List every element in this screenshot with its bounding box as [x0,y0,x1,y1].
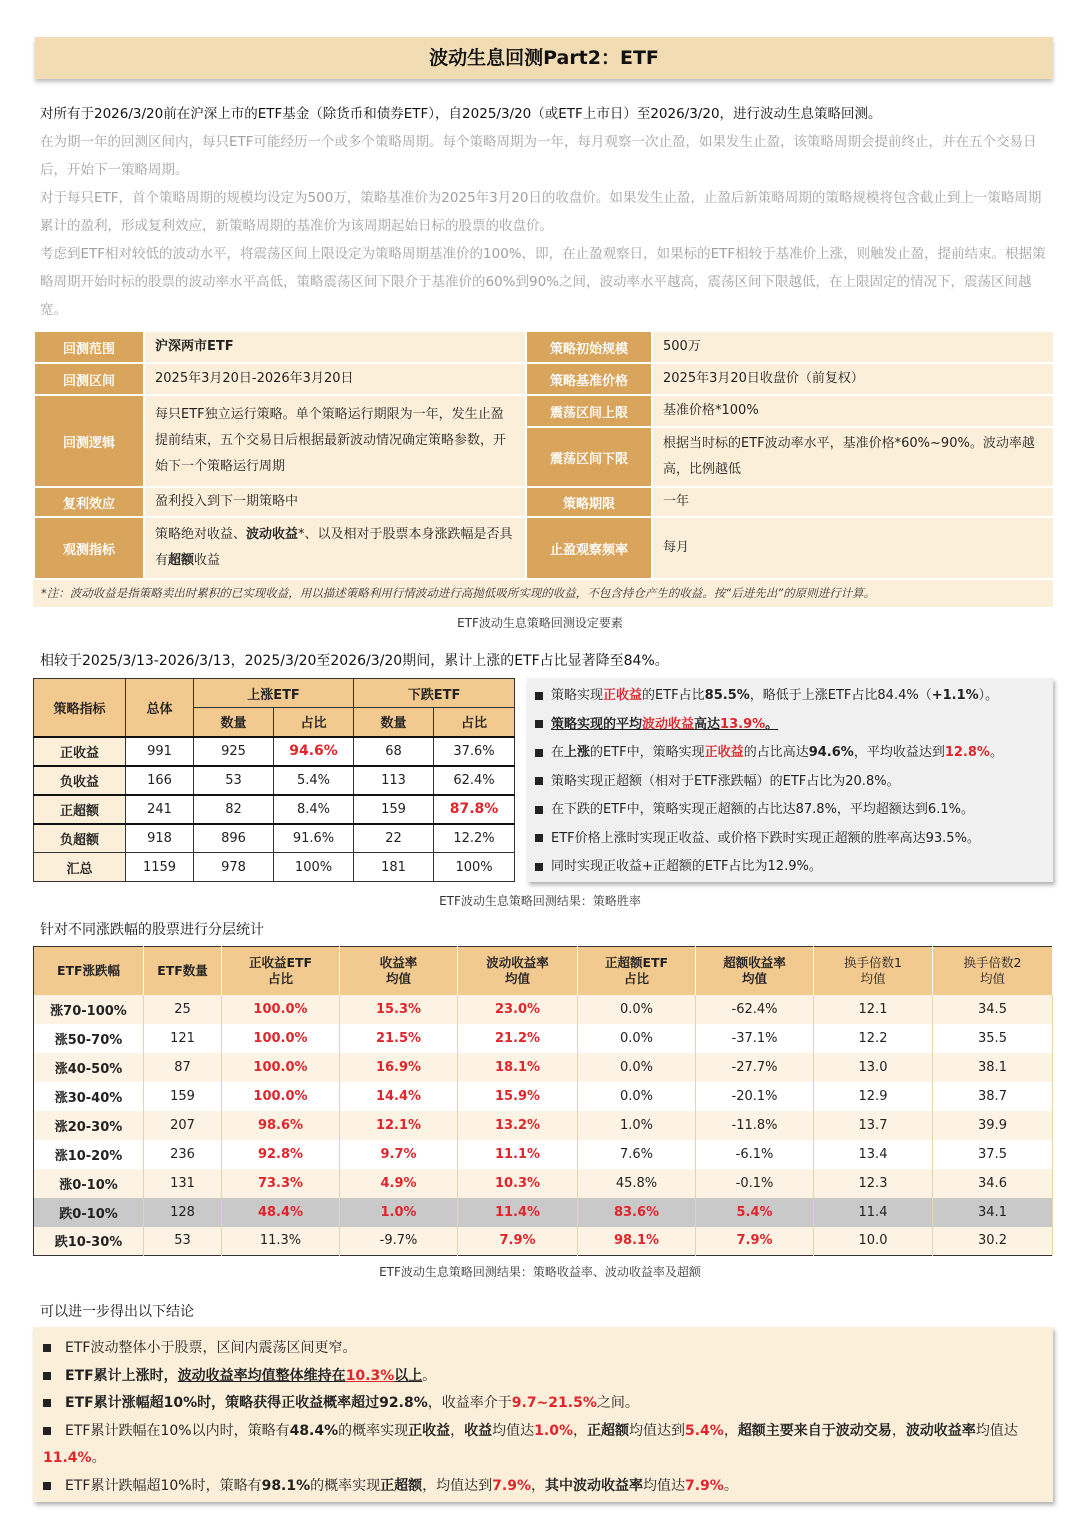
cell: 241 [126,795,194,824]
settings-key: 策略基准价格 [526,363,652,395]
cell: 53 [144,1227,222,1256]
row-label: 正超额 [34,795,126,824]
cell: 15.9% [458,1082,578,1111]
cell: 100.0% [222,1082,340,1111]
cell: 10.3% [458,1169,578,1198]
table-row [34,995,1053,1024]
bullet-item: 策略实现正超额（相对于ETF涨跌幅）的ETF占比为20.8%。 [535,768,1045,797]
settings-value: 盈利投入到下一期策略中 [144,487,526,517]
cell: 34.5 [933,995,1053,1024]
settings-value: 500万 [652,331,1054,363]
cell: 100.0% [222,1053,340,1082]
cell: 113 [354,766,434,795]
row-label: 涨50-70% [34,1024,144,1053]
table-row [34,1227,1053,1256]
cell: 12.1 [814,995,933,1024]
cell: -0.1% [696,1169,814,1198]
bullet-square-icon [535,720,543,728]
settings-key: 策略期限 [526,487,652,517]
conclusion-item: ETF波动整体小于股票，区间内震荡区间更窄。 [43,1335,1043,1363]
conclusion-item: ETF累计跌幅超10%时，策略有98.1%的概率实现正超额，均值达到7.9%，其中波动收益率均值达7.9%。 [43,1473,1043,1501]
cell: 918 [126,824,194,853]
cell: 12.2 [814,1024,933,1053]
cell: 12.2% [434,824,515,853]
strat-header: 收益率 均值 [340,947,458,995]
settings-value: 策略绝对收益、波动收益*、以及相对于股票本身涨跌幅是否具有超额收益 [144,517,526,579]
cell: -62.4% [696,995,814,1024]
cell: 100.0% [222,1024,340,1053]
cell: 11.3% [222,1227,340,1256]
cell: -9.7% [340,1227,458,1256]
winrate-table [33,678,515,882]
cell: 34.6 [933,1169,1053,1198]
cell: 48.4% [222,1198,340,1227]
cell: 15.3% [340,995,458,1024]
cell: 159 [144,1082,222,1111]
table-row [34,1140,1053,1169]
cell: 91.6% [274,824,354,853]
conclusion-item: ETF累计涨幅超10%时，策略获得正收益概率超过92.8%，收益率介于9.7~21.5%之间。 [43,1390,1043,1418]
cell: -6.1% [696,1140,814,1169]
row-label: 涨30-40% [34,1082,144,1111]
cell: 100% [274,853,354,882]
cell: 12.1% [340,1111,458,1140]
cell: 38.7 [933,1082,1053,1111]
row-label: 负超额 [34,824,126,853]
row-label: 涨40-50% [34,1053,144,1082]
cell: 0.0% [578,1053,696,1082]
cell: -37.1% [696,1024,814,1053]
cell: -27.7% [696,1053,814,1082]
bullet-square-icon [535,749,543,757]
cell: 37.5 [933,1140,1053,1169]
settings-note: *注：波动收益是指策略卖出时累积的已实现收益，用以描述策略利用行情波动进行高抛低吸所实现的收益，不包含持仓产生的收益。按“后进先出”的原则进行计算。 [33,580,1053,607]
cell: 0.0% [578,995,696,1024]
intro-lead: 对所有于2026/3/20前在沪深上市的ETF基金（除货币和债券ETF），自2025/3/20（或ETF上市日）至2026/3/20，进行波动生息策略回测。 [40,106,882,122]
settings-value: 一年 [652,487,1054,517]
page-title: 波动生息回测Part2：ETF [35,37,1053,79]
cell: 0.0% [578,1082,696,1111]
cell: 45.8% [578,1169,696,1198]
cell: 73.3% [222,1169,340,1198]
bullet-item: 策略实现的平均波动收益高达13.9%。 [535,711,1045,740]
strat-header: 超额收益率 均值 [696,947,814,995]
header-count: 数量 [194,708,274,737]
table-row [34,1082,1053,1111]
row-label: 涨20-30% [34,1111,144,1140]
cell: 236 [144,1140,222,1169]
cell: 7.6% [578,1140,696,1169]
cell: 22 [354,824,434,853]
strat-header: 波动收益率 均值 [458,947,578,995]
cell: -11.8% [696,1111,814,1140]
cell: 25 [144,995,222,1024]
bullet-item: ETF价格上涨时实现正收益、或价格下跌时实现正超额的胜率高达93.5%。 [535,825,1045,854]
strat-header: 换手倍数1 均值 [814,947,933,995]
bullet-square-icon [535,692,543,700]
cell: 11.4% [458,1198,578,1227]
cell: 5.4% [696,1198,814,1227]
cell: 7.9% [458,1227,578,1256]
strat-header: 正收益ETF 占比 [222,947,340,995]
settings-value: 2025年3月20日收盘价（前复权） [652,363,1054,395]
conclusions-box [33,1327,1053,1502]
cell: 82 [194,795,274,824]
settings-value: 每月 [652,517,1054,579]
cell: 896 [194,824,274,853]
cell: 166 [126,766,194,795]
cell: 12.9 [814,1082,933,1111]
table-row [34,766,515,795]
cell: 83.6% [578,1198,696,1227]
row-label: 跌10-30% [34,1227,144,1256]
row-label: 涨10-20% [34,1140,144,1169]
table-row [34,1111,1053,1140]
row-label: 汇总 [34,853,126,882]
cell: 159 [354,795,434,824]
cell: 100% [434,853,515,882]
bullet-square-icon [535,834,543,842]
cell: 39.9 [933,1111,1053,1140]
settings-table [33,330,1055,580]
settings-key: 观测指标 [34,517,144,579]
cell: 94.6% [274,737,354,766]
settings-key: 震荡区间上限 [526,395,652,427]
winrate-bullets [527,678,1053,882]
table-row [34,1024,1053,1053]
row-label: 涨0-10% [34,1169,144,1198]
caption-strat: ETF波动生息策略回测结果：策略收益率、波动收益率及超额 [379,1265,701,1279]
cell: 38.1 [933,1053,1053,1082]
settings-value: 沪深两市ETF [144,331,526,363]
cell: 87.8% [434,795,515,824]
cell: 8.4% [274,795,354,824]
cell: 34.1 [933,1198,1053,1227]
table-row [34,1053,1053,1082]
cell: 1.0% [340,1198,458,1227]
settings-key: 回测区间 [34,363,144,395]
intro-section [40,100,1050,324]
settings-key: 复利效应 [34,487,144,517]
cell: 23.0% [458,995,578,1024]
cell: 128 [144,1198,222,1227]
settings-key: 回测范围 [34,331,144,363]
table-row [34,853,515,882]
cell: -20.1% [696,1082,814,1111]
row-label: 正收益 [34,737,126,766]
settings-key: 震荡区间下限 [526,427,652,487]
bullet-item: 策略实现正收益的ETF占比85.5%，略低于上涨ETF占比84.4%（+1.1%）。 [535,682,1045,711]
settings-key: 回测逻辑 [34,395,144,487]
cell: 991 [126,737,194,766]
cell: 13.0 [814,1053,933,1082]
cell: 9.7% [340,1140,458,1169]
cell: 13.2% [458,1111,578,1140]
cell: 0.0% [578,1024,696,1053]
intro-paragraph-3: 考虑到ETF相对较低的波动水平，将震荡区间上限设定为策略周期基准价的100%，即，在止盈观察日，如果标的ETF相较于基准价上涨，则触发止盈，提前结束。根据策略周期开始时标的股票的波动率水平高低，策略震荡区间下限介于基准价的60%到90%之间，波动率水平越高，震荡区间下限越低，在上限固定的情况下，震荡区间越宽。 [40,246,1046,318]
cell: 13.4 [814,1140,933,1169]
header-up-etf: 上涨ETF [194,679,354,708]
cell: 53 [194,766,274,795]
cell: 207 [144,1111,222,1140]
settings-value: 根据当时标的ETF波动率水平，基准价格*60%~90%。波动率越高，比例越低 [652,427,1054,487]
settings-value: 2025年3月20日-2026年3月20日 [144,363,526,395]
header-metric: 策略指标 [34,679,126,737]
table-row [34,1169,1053,1198]
cell: 14.4% [340,1082,458,1111]
settings-value: 基准价格*100% [652,395,1054,427]
row-label: 负收益 [34,766,126,795]
stratified-table [33,946,1053,1256]
cell: 131 [144,1169,222,1198]
caption-winrate: ETF波动生息策略回测结果：策略胜率 [439,894,641,908]
settings-value: 每只ETF独立运行策略。单个策略运行期限为一年，发生止盈提前结束，五个交易日后根据最新波动情况确定策略参数，开始下一个策略运行周期 [144,395,526,487]
bullet-item: 同时实现正收益+正超额的ETF占比为12.9%。 [535,853,1045,882]
cell: 98.1% [578,1227,696,1256]
cell: 10.0 [814,1227,933,1256]
settings-key: 策略初始规模 [526,331,652,363]
cell: 11.1% [458,1140,578,1169]
cell: 925 [194,737,274,766]
bullet-square-icon [43,1482,51,1490]
cell: 4.9% [340,1169,458,1198]
cell: 5.4% [274,766,354,795]
cell: 121 [144,1024,222,1053]
cell: 13.7 [814,1111,933,1140]
cell: 30.2 [933,1227,1053,1256]
section-conclusion-heading: 可以进一步得出以下结论 [40,1304,194,1320]
caption-settings: ETF波动生息策略回测设定要素 [457,616,623,630]
bullet-square-icon [43,1427,51,1435]
bullet-square-icon [535,863,543,871]
row-label: 跌0-10% [34,1198,144,1227]
strat-header: ETF数量 [144,947,222,995]
cell: 35.5 [933,1024,1053,1053]
table-row [34,795,515,824]
cell: 98.6% [222,1111,340,1140]
table-row [34,1198,1053,1227]
table-row [34,737,515,766]
bullet-square-icon [43,1344,51,1352]
row-label: 涨70-100% [34,995,144,1024]
header-ratio: 占比 [274,708,354,737]
cell: 87 [144,1053,222,1082]
bullet-item: 在下跌的ETF中，策略实现正超额的占比达87.8%，平均超额达到6.1%。 [535,796,1045,825]
strat-header: 换手倍数2 均值 [933,947,1053,995]
settings-key: 止盈观察频率 [526,517,652,579]
section-winrate-heading: 相较于2025/3/13-2026/3/13，2025/3/20至2026/3/20期间，累计上涨的ETF占比显著降至84%。 [40,653,669,669]
bullet-square-icon [535,806,543,814]
cell: 62.4% [434,766,515,795]
cell: 68 [354,737,434,766]
conclusion-item: ETF累计上涨时，波动收益率均值整体维持在10.3%以上。 [43,1363,1043,1391]
bullet-square-icon [43,1372,51,1380]
header-count: 数量 [354,708,434,737]
cell: 18.1% [458,1053,578,1082]
header-total: 总体 [126,679,194,737]
strat-header: 正超额ETF 占比 [578,947,696,995]
intro-paragraph-1: 在为期一年的回测区间内，每只ETF可能经历一个或多个策略周期。每个策略周期为一年，每月观察一次止盈，如果发生止盈，该策略周期会提前终止，并在五个交易日后，开始下一策略周期。 [40,134,1037,178]
cell: 181 [354,853,434,882]
bullet-item: 在上涨的ETF中，策略实现正收益的占比高达94.6%，平均收益达到12.8%。 [535,739,1045,768]
cell: 1.0% [578,1111,696,1140]
bullet-square-icon [535,777,543,785]
header-down-etf: 下跌ETF [354,679,515,708]
cell: 21.2% [458,1024,578,1053]
strat-header: ETF涨跌幅 [34,947,144,995]
cell: 1159 [126,853,194,882]
cell: 11.4 [814,1198,933,1227]
cell: 16.9% [340,1053,458,1082]
cell: 37.6% [434,737,515,766]
cell: 12.3 [814,1169,933,1198]
cell: 7.9% [696,1227,814,1256]
cell: 100.0% [222,995,340,1024]
cell: 978 [194,853,274,882]
conclusion-item: ETF累计跌幅在10%以内时，策略有48.4%的概率实现正收益，收益均值达1.0%，正超额均值达到5.4%，超额主要来自于波动交易，波动收益率均值达11.4%。 [43,1422,1018,1466]
cell: 92.8% [222,1140,340,1169]
table-row [34,824,515,853]
intro-paragraph-2: 对于每只ETF，首个策略周期的规模均设定为500万，策略基准价为2025年3月20日的收盘价。如果发生止盈，止盈后新策略周期的策略规模将包含截止到上一策略周期累计的盈利，形成复利效应，新策略周期的基准价为该周期起始日标的股票的收盘价。 [40,190,1042,234]
section-strat-heading: 针对不同涨跌幅的股票进行分层统计 [40,922,264,938]
header-ratio: 占比 [434,708,515,737]
cell: 21.5% [340,1024,458,1053]
bullet-square-icon [43,1399,51,1407]
